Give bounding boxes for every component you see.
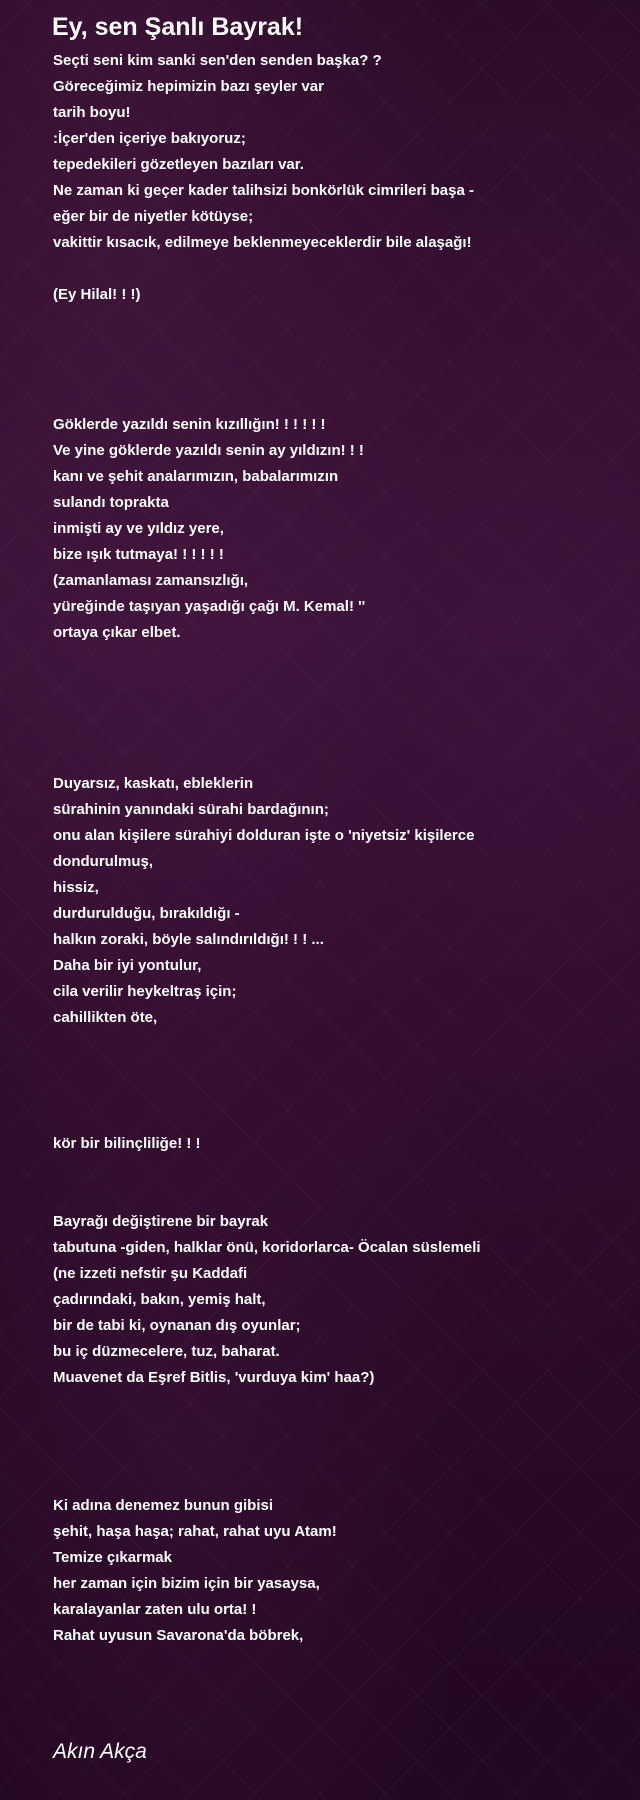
- poem-line: yüreğinde taşıyan yaşadığı çağı M. Kemal! '': [53, 598, 366, 615]
- poem-line: şehit, haşa haşa; rahat, rahat uyu Atam!: [53, 1523, 337, 1540]
- poem-line: ortaya çıkar elbet.: [53, 624, 181, 641]
- poem-line: Göreceğimiz hepimizin bazı şeyler var: [53, 78, 324, 95]
- poem-line: tepedekileri gözetleyen bazıları var.: [53, 156, 304, 173]
- poem-line: dondurulmuş,: [53, 853, 153, 870]
- poem-line: durdurulduğu, bırakıldığı -: [53, 905, 240, 922]
- poem-line: Seçti seni kim sanki sen'den senden başka? ?: [53, 52, 382, 69]
- poem-line: Temize çıkarmak: [53, 1549, 172, 1566]
- poem-line: eğer bir de niyetler kötüyse;: [53, 208, 254, 225]
- poem-line: çadırındaki, bakın, yemiş halt,: [53, 1291, 266, 1308]
- poem-line: her zaman için bizim için bir yasaysa,: [53, 1575, 320, 1592]
- poem-line: Ne zaman ki geçer kader talihsizi bonkörlük cimrileri başa -: [53, 182, 474, 199]
- stanza-4: [53, 1131, 201, 1157]
- poem-line: :İçer'den içeriye bakıyoruz;: [53, 130, 246, 147]
- author-name: Akın Akça: [53, 1740, 147, 1763]
- poem-line: kör bir bilinçliliğe! ! !: [53, 1135, 201, 1152]
- poem-line: bu iç düzmecelere, tuz, baharat.: [53, 1343, 280, 1360]
- poem-line: Duyarsız, kaskatı, ebleklerin: [53, 775, 254, 792]
- poem-line: (Ey Hilal! ! !): [53, 286, 141, 303]
- stanza-2: [53, 412, 365, 646]
- stanza-3: [53, 771, 474, 1031]
- poem-line: onu alan kişilere sürahiyi dolduran işte o 'niyetsiz' kişilerce: [53, 827, 475, 844]
- poem-line: Ki adına denemez bunun gibisi: [53, 1497, 274, 1514]
- poem-title: Ey, sen Şanlı Bayrak!: [52, 13, 304, 41]
- poem-line: [53, 256, 474, 282]
- poem-line: bir de tabi ki, oynanan dış oyunlar;: [53, 1317, 301, 1334]
- poem-line: sulandı toprakta: [53, 494, 169, 511]
- poem-line: Göklerde yazıldı senin kızıllığın! ! ! ! ! !: [53, 416, 326, 433]
- poem-line: inmişti ay ve yıldız yere,: [53, 520, 224, 537]
- poem-line: (ne izzeti nefstir şu Kaddafi: [53, 1265, 248, 1282]
- poem-line: tarih boyu!: [53, 104, 131, 121]
- poem-line: hissiz,: [53, 879, 99, 896]
- poem-line: cila verilir heykeltraş için;: [53, 983, 237, 1000]
- poem-line: vakittir kısacık, edilmeye beklenmeyeceklerdir bile alaşağı!: [53, 234, 472, 251]
- poem-line: kanı ve şehit analarımızın, babalarımızın: [53, 468, 339, 485]
- poem-line: Muavenet da Eşref Bitlis, 'vurduya kim' haa?): [53, 1369, 375, 1386]
- poem-line: Ve yine göklerde yazıldı senin ay yıldızın! ! !: [53, 442, 364, 459]
- poem-line: bize ışık tutmaya! ! ! ! ! !: [53, 546, 224, 563]
- stanza-1: [53, 48, 474, 308]
- stanza-5: [53, 1209, 481, 1391]
- poem-line: halkın zoraki, böyle salındırıldığı! ! ! ...: [53, 931, 324, 948]
- poem-line: cahillikten öte,: [53, 1009, 158, 1026]
- poem-line: karalayanlar zaten ulu orta! !: [53, 1601, 257, 1618]
- poem-line: Rahat uyusun Savarona'da böbrek,: [53, 1627, 304, 1644]
- poem-line: tabutuna -giden, halklar önü, koridorlarca- Öcalan süslemeli: [53, 1239, 481, 1256]
- stanza-6: [53, 1493, 337, 1649]
- poem-line: Bayrağı değiştirene bir bayrak: [53, 1213, 269, 1230]
- poem-line: (zamanlaması zamansızlığı,: [53, 572, 249, 589]
- poem-line: sürahinin yanındaki sürahi bardağının;: [53, 801, 329, 818]
- poem-line: Daha bir iyi yontulur,: [53, 957, 202, 974]
